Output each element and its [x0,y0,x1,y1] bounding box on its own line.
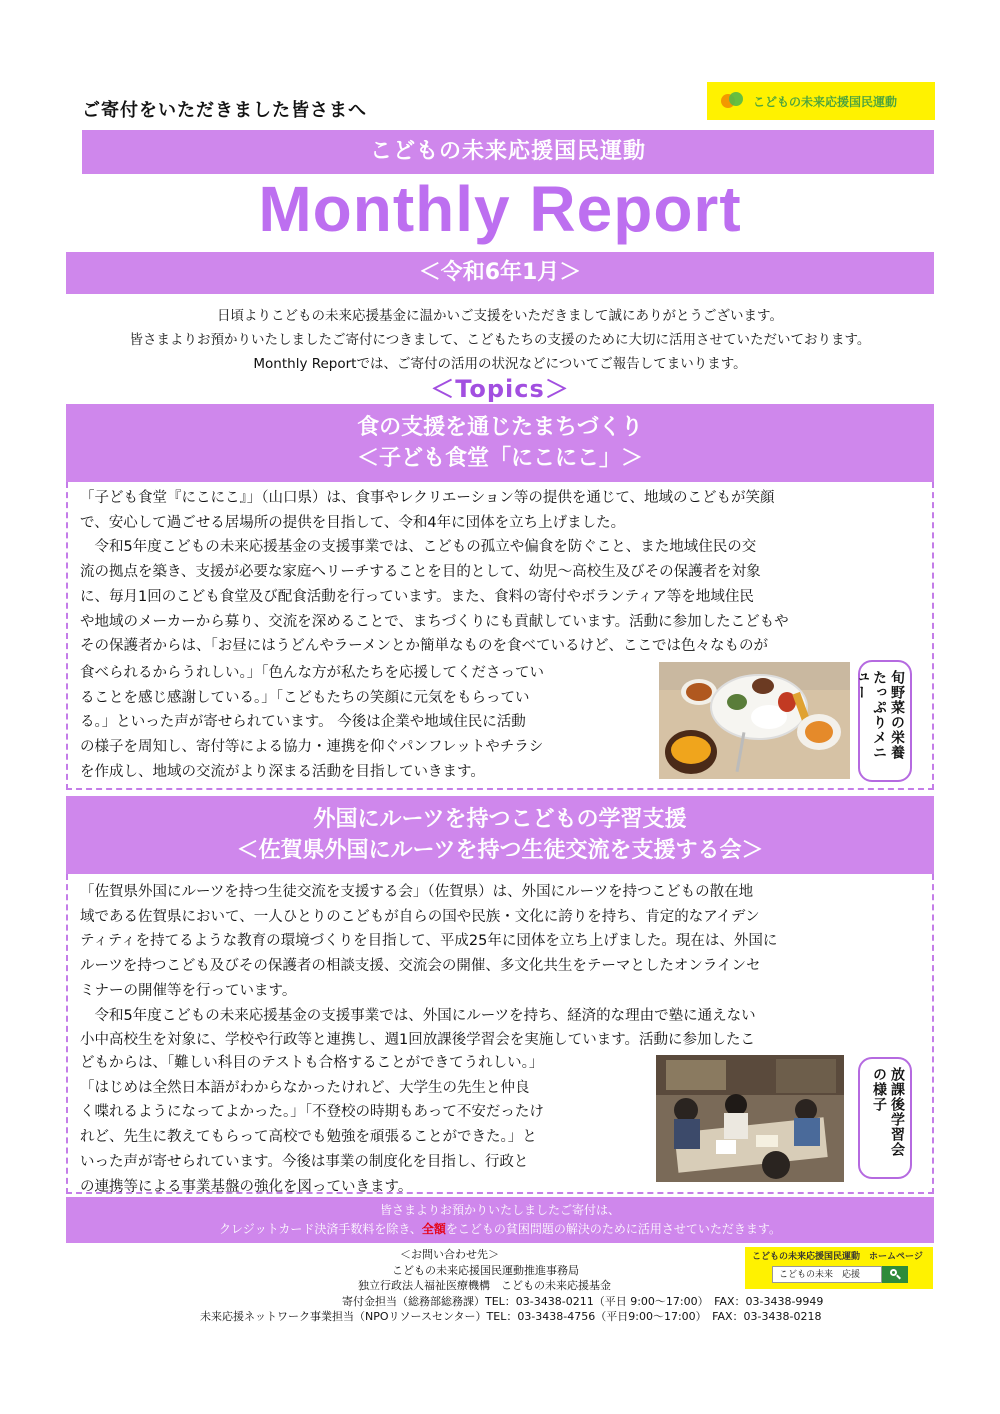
donation-note-line: 皆さまよりお預かりいたしましたご寄付は、 [379,1203,620,1217]
contact-line: 独立行政法人福祉医療機構 こどもの未来応援基金 [358,1279,611,1293]
homepage-label: こどもの未来応援国民運動 ホームページ [752,1252,923,1262]
text-line: 令和5年度こどもの未来応援基金の支援事業では、こどもの孤立や偏食を防ぐこと、また地域住民の交 [80,539,757,556]
contact-title: ＜お問い合わせ先＞ [400,1248,499,1261]
section2-header [66,796,934,874]
text-line: いった声が寄せられています。今後は事業の制度化を目指し、行政と [80,1153,529,1170]
text-line: を作成し、地域の交流がより深まる活動を目指していきます。 [80,763,485,780]
text-line: 食べられるからうれしい。」「色んな方が私たちを応援してくださってい [80,665,544,681]
text-line: に、毎月1回のこども食堂及び配食活動を行っています。また、食料の寄付やボランティア等を地域住民 [80,588,754,605]
contact-line: 未来応援ネットワーク事業担当（NPOリソースセンター）TEL：03-3438-4756（平日9:00～17:00） FAX：03-3438-0218 [200,1310,822,1324]
contact-line: 寄付金担当（総務部総務課）TEL：03-3438-0211（平日 9:00～17:00） FAX：03-3438-9949 [342,1294,824,1308]
text-line: 令和5年度こどもの未来応援基金の支援事業では、外国にルーツを持ち、経済的な理由で塾に通えない [80,1007,756,1024]
text-line: どもからは、「難しい科目のテストも合格することができてうれしい。」 [80,1055,544,1071]
contact-line: こどもの未来応援国民運動推進事務局 [392,1263,579,1277]
section2-subheading: ＜佐賀県外国にルーツを持つ生徒交流を支援する会＞ [236,838,764,863]
photo-caption: 放課後学習会の様子 [858,1057,912,1179]
section1-paragraph [80,486,916,659]
note-text: クレジットカード決済手数料を除き、 [219,1222,422,1236]
homepage-search-input[interactable]: こどもの未来 応援 [772,1266,882,1283]
greeting: ご寄付をいただきました皆さまへ [82,100,367,121]
donation-note-band [66,1197,934,1243]
section2-paragraph [80,880,918,1053]
photo-caption: 旬野菜の栄養たっぷりメニュー [858,660,912,782]
section1-paragraph-narrow [80,661,640,785]
text-line: る。」といった声が寄せられています。 今後は企業や地域住民に活動 [80,714,526,731]
intro-line: Monthly Reportでは、ご寄付の活用の状況などについてご報告してまいります。 [253,356,747,372]
text-line: の連携等による事業基盤の強化を図っていきます。 [80,1178,413,1195]
intro-line: 日頃よりこどもの未来応援基金に温かいご支援をいただきまして誠にありがとうございます。 [217,308,783,324]
text-line: ルーツを持つこども及びその保護者の相談支援、交流会の開催、多文化共生をテーマとしたオンラインセ [80,958,761,975]
text-line: の様子を周知し、寄付等による協力・連携を仰ぐパンフレットやチラシ [80,739,544,756]
text-line: で、安心して過ごせる居場所の提供を目指して、令和4年に団体を立ち上げました。 [80,514,626,531]
section1-heading: 食の支援を通じたまちづくり [357,415,643,440]
text-line: ミナーの開催等を行っています。 [80,982,297,999]
text-line: 「はじめは全然日本語がわからなかったけれど、大学生の先生と仲良 [80,1079,530,1096]
emphasis-text: 全額 [421,1222,446,1236]
meal-photo [659,662,850,779]
text-line: く喋れるようになってよかった。」「不登校の時期もあって不安だったけ [80,1104,544,1121]
logo-icon [721,90,743,112]
section1-subheading: ＜子ども食堂「にこにこ」＞ [356,446,643,471]
section1-header [66,404,934,482]
text-line: ることを感じ感謝している。」「こどもたちの笑顔に元気をもらってい [80,689,530,706]
intro-line: 皆さまよりお預かりいたしましたご寄付につきまして、こどもたちの支援のために大切に活用させていただいております。 [129,332,871,348]
text-line: その保護者からは、「お昼にはうどんやラーメンとか簡単なものを食べているけど、ここでは色々なものが [80,638,769,655]
text-line: や地域のメーカーから募り、交流を深めることで、まちづくりにも貢献しています。活動に参加したこどもや [80,613,789,630]
text-line: 小中高校生を対象に、学校や行政等と連携し、週1回放課後学習会を実施しています。活動に参加したこ [80,1032,756,1049]
intro-text [66,304,934,376]
text-line: 流の拠点を築き、支援が必要な家庭へリーチすることを目的として、幼児～高校生及びその保護者を対象 [80,564,761,581]
text-line: 「佐賀県外国にルーツを持つ生徒交流を支援する会」（佐賀県）は、外国にルーツを持つこどもの散在地 [80,884,754,900]
date-band: ＜令和6年1月＞ [66,252,934,294]
org-band: こどもの未来応援国民運動 [82,130,934,174]
logo-text: こどもの未来応援国民運動 [753,94,898,109]
section2-paragraph-narrow [80,1051,640,1199]
search-icon[interactable] [882,1266,908,1283]
text-line: 「子ども食堂『にこにこ』」（山口県）は、食事やレクリエーション等の提供を通じて、地域のこどもが笑顔 [80,490,775,506]
page-title: Monthly Report [258,173,742,245]
text-line: れど、先生に教えてもらって高校でも勉強を頑張ることができた。」と [80,1129,537,1146]
donation-note-line [66,1220,934,1239]
study-session-photo [656,1055,844,1182]
campaign-logo [707,82,935,120]
topics-label: ＜Topics＞ [430,375,570,403]
section2-heading: 外国にルーツを持つこどもの学習支援 [313,807,687,832]
text-line: 域である佐賀県において、一人ひとりのこどもが自らの国や民族・文化に誇りを持ち、肯定的なアイデン [80,908,760,925]
note-text: をこどもの貧困問題の解決のために活用させていただきます。 [445,1222,781,1236]
text-line: ティティを持てるような教育の環境づくりを目指して、平成25年に団体を立ち上げました。現在は、外国に [80,933,778,950]
